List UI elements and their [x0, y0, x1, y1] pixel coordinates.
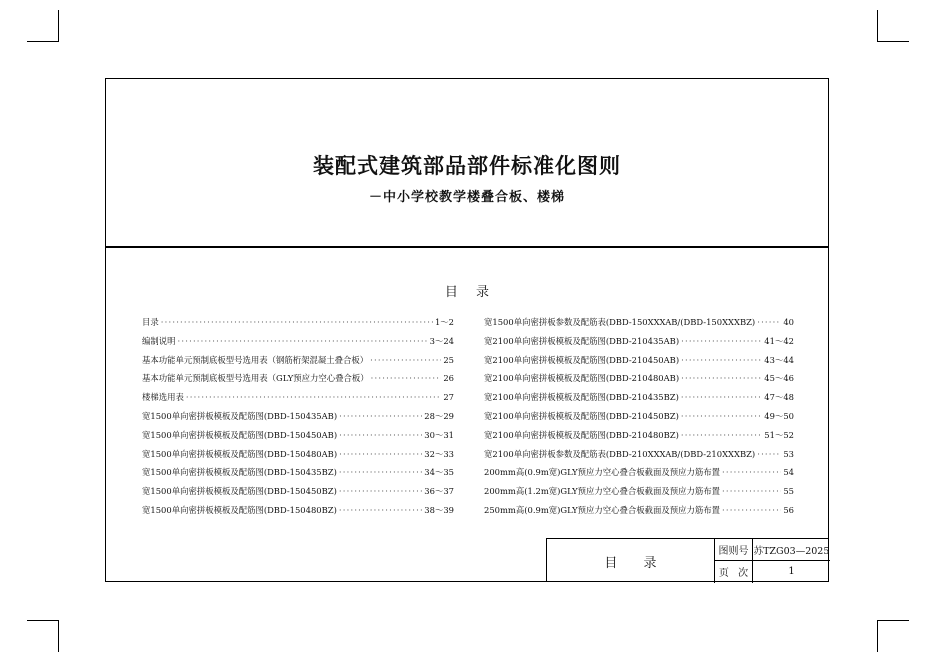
toc-entry — [484, 466, 794, 485]
toc-entry-title: 宽1500单向密拼板模板及配筋图(DBD-150480BZ) — [142, 504, 337, 515]
crop-mark-top-left-h — [27, 41, 59, 42]
toc-entry-title: 宽2100单向密拼板模板及配筋图(DBD-210435AB) — [484, 335, 680, 346]
document-title: 装配式建筑部品部件标准化图则 — [313, 154, 621, 178]
page-number: 1 — [788, 566, 795, 577]
crop-mark-bottom-left-h — [27, 620, 59, 621]
toc-leader-dots — [722, 467, 781, 477]
crop-mark-bottom-right-h — [877, 620, 909, 621]
toc-leader-dots — [178, 336, 428, 346]
crop-mark-top-right-v — [877, 10, 878, 42]
toc-entry-pages: 3～24 — [429, 335, 454, 346]
crop-mark-bottom-right-v — [877, 620, 878, 652]
toc-leader-dots — [370, 355, 441, 365]
toc-entry — [142, 335, 454, 354]
toc-entry — [142, 391, 454, 410]
toc-leader-dots — [722, 505, 781, 515]
toc-entry-title: 宽2100单向密拼板模板及配筋图(DBD-210480AB) — [484, 373, 680, 384]
toc-entry — [142, 466, 454, 485]
toc-entry-title: 宽1500单向密拼板模板及配筋图(DBD-150435AB) — [142, 410, 338, 421]
toc-entry — [142, 372, 454, 391]
toc-entry-pages: 32～33 — [424, 448, 454, 459]
toc-entry — [142, 316, 454, 335]
toc-entry-pages: 53 — [783, 448, 794, 459]
toc-entry-pages: 40 — [783, 317, 794, 327]
toc-leader-dots — [681, 411, 762, 421]
toc-entry-pages: 25 — [443, 354, 454, 365]
toc-leader-dots — [339, 430, 422, 440]
toc-left-column — [142, 316, 454, 523]
toc-entry-title: 目录 — [142, 317, 159, 327]
toc-entry — [484, 354, 794, 373]
toc-entry-title: 宽1500单向密拼板模板及配筋图(DBD-150480AB) — [142, 448, 338, 459]
toc-entry-title: 编制说明 — [142, 335, 176, 346]
title-block-name: 目 录 — [604, 555, 657, 571]
toc-entry — [484, 448, 794, 467]
page-label: 页 次 — [718, 568, 749, 579]
toc-entry-pages: 28～29 — [424, 410, 454, 421]
toc-entry-title: 宽2100单向密拼板参数及配筋表(DBD-210XXXAB/(DBD-210XXXBZ) — [484, 448, 756, 459]
toc-leader-dots — [339, 505, 422, 515]
toc-entry-pages: 36～37 — [424, 486, 454, 497]
toc-entry — [142, 448, 454, 467]
toc-entry — [484, 410, 794, 429]
toc-entry — [484, 504, 794, 523]
toc-entry-title: 基本功能单元预制底板型号选用表（GLY预应力空心叠合板） — [142, 373, 369, 384]
toc-entry — [142, 504, 454, 523]
drawing-number: 苏TZG03—2025 — [753, 545, 830, 557]
toc-entry — [142, 410, 454, 429]
toc-leader-dots — [757, 317, 781, 327]
toc-entry-title: 楼梯选用表 — [142, 392, 184, 403]
toc-leader-dots — [681, 336, 762, 346]
toc-right-column — [484, 316, 794, 523]
toc-entry-pages: 41～42 — [764, 335, 794, 346]
toc-entry-pages: 1～2 — [434, 317, 454, 327]
title-block — [546, 538, 829, 582]
toc-entry-pages: 56 — [783, 504, 794, 515]
crop-mark-top-right-h — [877, 41, 909, 42]
toc-leader-dots — [681, 430, 762, 440]
toc-leader-dots — [681, 355, 762, 365]
toc-entry-title: 宽1500单向密拼板模板及配筋图(DBD-150450AB) — [142, 429, 338, 440]
toc-entry-pages: 38～39 — [424, 504, 454, 515]
toc-leader-dots — [371, 373, 442, 383]
toc-entry — [484, 429, 794, 448]
toc-entry — [142, 354, 454, 373]
toc-entry-pages: 47～48 — [764, 392, 794, 403]
toc-entry-pages: 27 — [443, 392, 454, 403]
document-subtitle: －中小学校教学楼叠合板、楼梯 — [368, 190, 565, 205]
toc-entry-title: 宽1500单向密拼板模板及配筋图(DBD-150435BZ) — [142, 467, 337, 478]
toc-entry-pages: 34～35 — [424, 467, 454, 478]
crop-mark-top-left-v — [58, 10, 59, 42]
toc-entry-pages: 55 — [783, 486, 794, 497]
toc-entry-title: 基本功能单元预制底板型号选用表（钢筋桁架混凝土叠合板） — [142, 354, 369, 365]
toc-leader-dots — [681, 373, 762, 383]
toc-entry-title: 宽2100单向密拼板模板及配筋图(DBD-210480BZ) — [484, 429, 679, 440]
toc-entry — [142, 429, 454, 448]
toc-entry-title: 200mm高(1.2m宽)GLY预应力空心叠合板截面及预应力筋布置 — [484, 486, 721, 497]
toc-entry — [484, 316, 794, 335]
toc-entry-title: 250mm高(0.9m宽)GLY预应力空心叠合板截面及预应力筋布置 — [484, 504, 721, 515]
toc-leader-dots — [339, 411, 422, 421]
toc-entry-pages: 49～50 — [764, 410, 794, 421]
toc-entry — [484, 485, 794, 504]
header-divider — [105, 246, 829, 248]
toc-entry — [484, 372, 794, 391]
toc-entry — [484, 391, 794, 410]
toc-entry — [142, 485, 454, 504]
toc-leader-dots — [161, 317, 433, 327]
toc-entry-pages: 43～44 — [764, 354, 794, 365]
toc-entry-pages: 30～31 — [424, 429, 454, 440]
crop-mark-bottom-left-v — [58, 620, 59, 652]
toc-entry-title: 宽2100单向密拼板模板及配筋图(DBD-210450AB) — [484, 354, 680, 365]
toc-entry-title: 宽1500单向密拼板参数及配筋表(DBD-150XXXAB/(DBD-150XXXBZ) — [484, 317, 756, 327]
toc-entry-title: 宽1500单向密拼板模板及配筋图(DBD-150450BZ) — [142, 486, 337, 497]
toc-leader-dots — [339, 449, 422, 459]
toc-entry — [484, 335, 794, 354]
toc-leader-dots — [681, 392, 762, 402]
toc-entry-pages: 26 — [443, 373, 454, 384]
toc-heading: 目 录 — [444, 285, 490, 300]
drawing-number-label: 图则号 — [718, 546, 749, 557]
toc-entry-title: 200mm高(0.9m宽)GLY预应力空心叠合板截面及预应力筋布置 — [484, 467, 721, 478]
toc-entry-title: 宽2100单向密拼板模板及配筋图(DBD-210450BZ) — [484, 410, 679, 421]
toc-entry-pages: 54 — [783, 467, 794, 478]
toc-leader-dots — [186, 392, 441, 402]
toc-leader-dots — [722, 486, 781, 496]
toc-leader-dots — [757, 449, 781, 459]
toc-leader-dots — [339, 486, 422, 496]
toc-entry-pages: 51～52 — [764, 429, 794, 440]
toc-entry-pages: 45～46 — [764, 373, 794, 384]
toc-entry-title: 宽2100单向密拼板模板及配筋图(DBD-210435BZ) — [484, 392, 679, 403]
toc-leader-dots — [339, 467, 422, 477]
